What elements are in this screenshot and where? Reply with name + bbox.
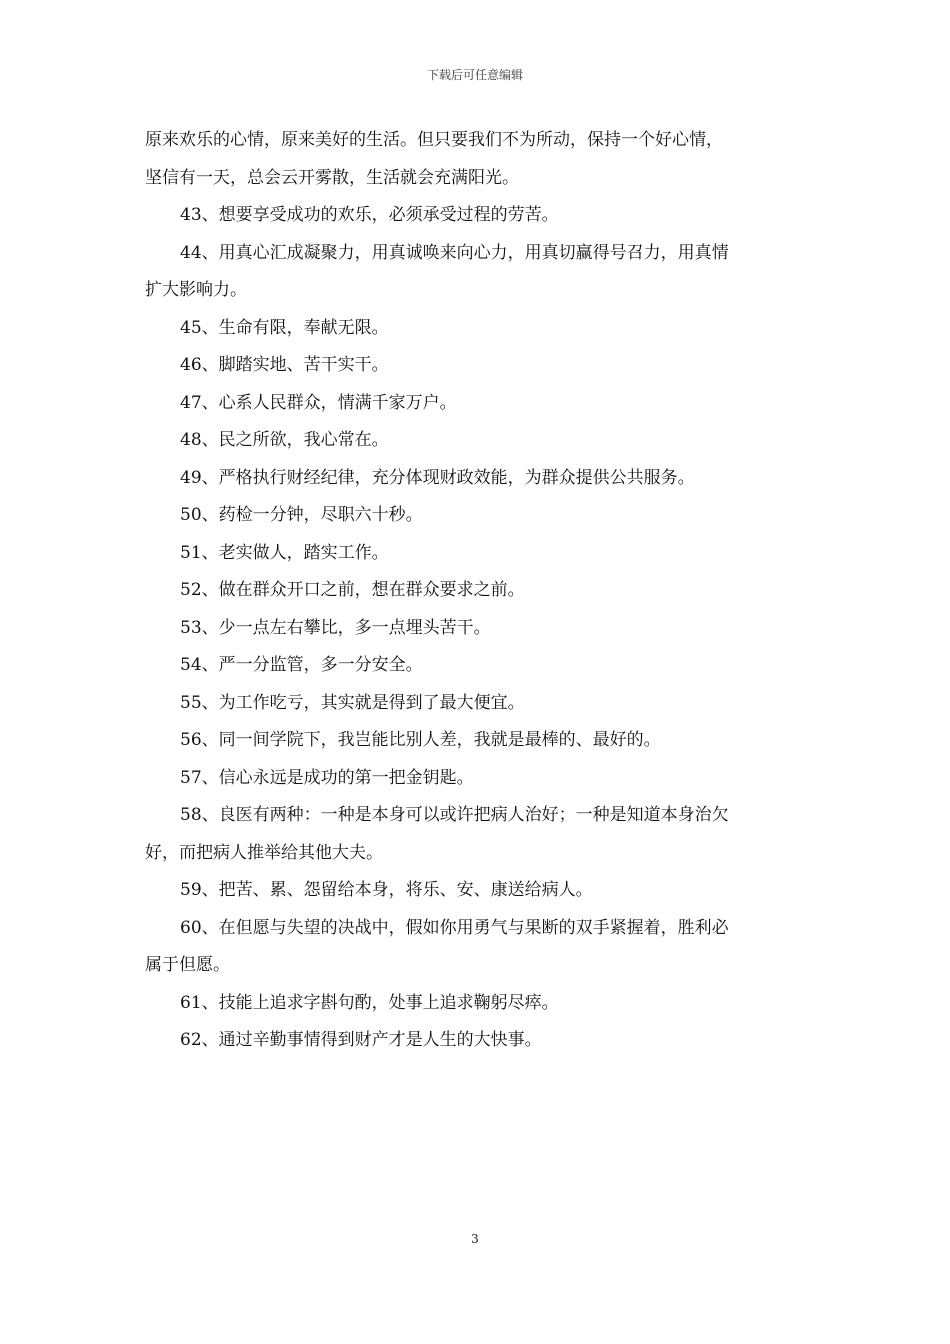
list-item: 58、良医有两种：一种是本身可以或许把病人治好；一种是知道本身治欠 bbox=[180, 805, 729, 825]
list-item: 52、做在群众开口之前，想在群众要求之前。 bbox=[180, 580, 525, 600]
text-line: 属于但愿。 bbox=[145, 955, 230, 975]
text-line: 扩大影响力。 bbox=[145, 280, 247, 300]
list-item: 55、为工作吃亏，其实就是得到了最大便宜。 bbox=[180, 692, 525, 713]
list-item: 44、用真心汇成凝聚力，用真诚唤来向心力，用真切赢得号召力，用真情 bbox=[180, 242, 729, 263]
list-item: 54、严一分监管，多一分安全。 bbox=[180, 655, 423, 675]
list-item: 48、民之所欲，我心常在。 bbox=[180, 430, 389, 450]
list-item: 60、在但愿与失望的决战中，假如你用勇气与果断的双手紧握着，胜利必 bbox=[180, 917, 729, 938]
list-item: 45、生命有限，奉献无限。 bbox=[180, 317, 389, 338]
page-number: 3 bbox=[471, 1232, 479, 1246]
list-item: 50、药检一分钟，尽职六十秒。 bbox=[180, 505, 423, 525]
list-item: 51、老实做人，踏实工作。 bbox=[180, 542, 389, 563]
page-header: 下载后可任意编辑 bbox=[426, 68, 523, 82]
list-item: 57、信心永远是成功的第一把金钥匙。 bbox=[180, 767, 474, 788]
list-item: 56、同一间学院下，我岂能比别人差，我就是最棒的、最好的。 bbox=[180, 730, 661, 750]
text-line: 坚信有一天，总会云开雾散，生活就会充满阳光。 bbox=[145, 167, 519, 188]
text-line: 原来欢乐的心情，原来美好的生活。但只要我们不为所动，保持一个好心情， bbox=[145, 130, 723, 150]
list-item: 43、想要享受成功的欢乐，必须承受过程的劳苦。 bbox=[180, 205, 559, 225]
list-item: 53、少一点左右攀比，多一点埋头苦干。 bbox=[180, 617, 491, 638]
list-item: 61、技能上追求字斟句酌，处事上追求鞠躬尽瘁。 bbox=[180, 992, 559, 1013]
list-item: 59、把苦、累、怨留给本身，将乐、安、康送给病人。 bbox=[180, 880, 593, 900]
text-line: 好，而把病人推举给其他大夫。 bbox=[145, 842, 383, 863]
list-item: 62、通过辛勤事情得到财产才是人生的大快事。 bbox=[180, 1030, 542, 1050]
list-item: 47、心系人民群众，情满千家万户。 bbox=[180, 392, 457, 413]
document-body bbox=[145, 122, 813, 1060]
list-item: 46、脚踏实地、苦干实干。 bbox=[180, 355, 389, 375]
list-item: 49、严格执行财经纪律，充分体现财政效能，为群众提供公共服务。 bbox=[180, 467, 695, 488]
